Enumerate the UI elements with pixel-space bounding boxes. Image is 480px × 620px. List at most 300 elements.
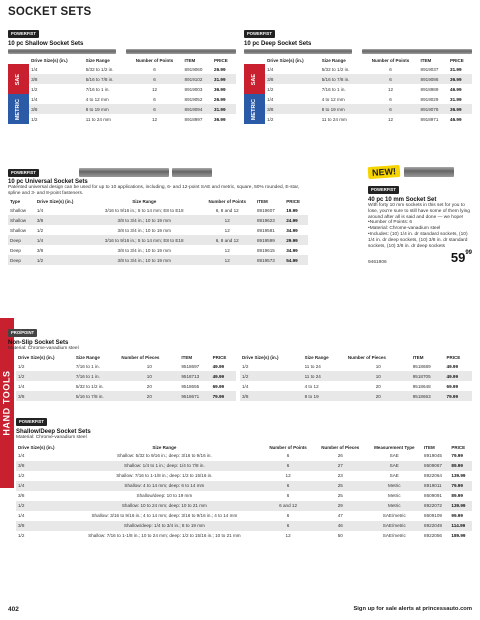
socket-rail-image <box>79 168 169 177</box>
table-cell: 3/8 to 3/4 in.; 10 to 19 mm <box>89 255 199 265</box>
table-cell: 5/32 to 1/2 in. <box>321 66 350 72</box>
table-cell: 10 <box>375 363 381 369</box>
col-header: ITEM <box>184 58 196 63</box>
table-row <box>8 205 308 215</box>
table-cell: 8919573 <box>255 255 284 265</box>
table-cell: 10 <box>146 363 152 369</box>
table-cell: 20 <box>375 383 381 389</box>
col-header: Number of Points <box>269 444 307 450</box>
col-header: Number of Pieces <box>121 355 160 360</box>
table-cell: 8919045 <box>424 453 442 459</box>
table-cell: 25 <box>337 493 343 499</box>
table-cell: 6 and 12 <box>262 501 314 511</box>
table-cell: 8919094 <box>183 104 213 114</box>
table-cell: 89.99 <box>451 493 463 499</box>
table-cell: 1/4 <box>36 207 44 213</box>
table-row <box>244 94 472 104</box>
powerfist-logo: POWERFIST <box>16 418 47 426</box>
powerfist-logo: POWERFIST <box>368 186 399 194</box>
table-cell: 1/2 <box>240 371 303 381</box>
table-row <box>8 245 308 255</box>
table-cell: Shallow <box>10 207 27 213</box>
table-cell: 9518671 <box>179 391 210 401</box>
table-cell: 9518689 <box>412 363 431 369</box>
table-cell: 3/8 to 3/4 in.; 10 to 19 mm <box>89 215 199 225</box>
table-cell: 1/2 <box>18 363 25 369</box>
table-cell: 8609091 <box>424 493 442 499</box>
table-cell: Shallow <box>10 227 27 233</box>
table-cell: 6 <box>153 66 156 72</box>
table-cell: 69.99 <box>446 383 459 389</box>
col-header: Size Range <box>85 58 110 63</box>
table-cell: 8918989 <box>420 86 439 92</box>
table-cell: 3/8 <box>16 521 67 531</box>
table-cell: Shallow: 4 to 14 mm; deep: 6 to 14 mm <box>67 481 263 491</box>
table-cell: 8919086 <box>419 74 449 84</box>
table-cell: SAE/metric <box>382 513 406 519</box>
table-cell: SAE <box>367 461 423 471</box>
table-cell: 12 <box>388 116 394 122</box>
col-header: Measurement Type <box>374 444 415 450</box>
col-header: Drive Size(s) (in.) <box>18 355 55 360</box>
table-cell: 7/16 to 1 in. <box>85 86 110 92</box>
table-cell: 1/4 <box>31 96 38 102</box>
table-cell: 1/4 <box>18 383 25 389</box>
table-cell: 49.99 <box>446 363 459 369</box>
table-cell: 31.99 <box>450 66 462 72</box>
side-tab-label: HAND TOOLS <box>2 370 12 436</box>
table-cell: 49.99 <box>212 363 225 369</box>
table-cell: Shallow: 3/16 to 9/16 in.; 4 to 14 mm; deep: 3/16 to 9/16 in.; 4 to 14 mm <box>91 513 238 519</box>
table-cell: 1/2 <box>242 363 249 369</box>
table-cell: 1/4 <box>18 513 25 519</box>
table-cell: 8919078 <box>419 104 449 114</box>
table-cell: 6 <box>262 461 314 471</box>
table-row <box>240 391 472 401</box>
col-header: Number of Points <box>208 199 246 205</box>
table-cell: 8609109 <box>424 513 442 519</box>
table-cell: 8922049 <box>422 521 449 531</box>
table-cell: 36.99 <box>448 74 472 84</box>
table-row <box>8 255 308 265</box>
section-heading: 10 pc Universal Socket Sets <box>8 179 88 185</box>
table-row <box>240 371 472 381</box>
bullet-text: Includes: (10) 1/4 in. dr standard sockets, (10) 1/4 in. dr deep sockets, (10) 3/8 in. dr standard sockets, (10) 3/8 in. dr deep sockets <box>368 231 468 249</box>
deep-table <box>244 57 472 124</box>
table-row <box>16 481 472 491</box>
table-cell: 6 <box>127 74 183 84</box>
table-cell: 7/16 to 1 in. <box>321 86 346 92</box>
table-cell: 8919029 <box>420 96 439 102</box>
col-header: PRICE <box>446 355 461 360</box>
table-cell: Metric <box>388 493 401 499</box>
table-cell: 54.99 <box>284 255 308 265</box>
table-cell: 89.99 <box>449 461 472 471</box>
table-cell: 34.99 <box>286 247 298 253</box>
table-cell: 6 <box>262 521 314 531</box>
table-row <box>16 451 472 461</box>
col-header: Type <box>10 199 21 205</box>
col-header: Drive Size(s) (in.) <box>242 355 279 360</box>
table-cell: 27 <box>314 461 367 471</box>
table-cell: 3/8 <box>18 493 25 499</box>
table-cell: SAE <box>389 473 399 479</box>
table-cell: 6 <box>389 96 392 102</box>
col-header: ITEM <box>256 199 268 205</box>
col-header: Size Range <box>321 58 346 63</box>
table-cell: 9518648 <box>412 383 431 389</box>
table-cell: 3/8 <box>35 215 89 225</box>
table-cell: 3/8 <box>16 391 74 401</box>
table-cell: 5/32 to 1/2 in. <box>75 383 104 389</box>
table-cell: 11 to 24 <box>304 363 321 369</box>
table-cell: 1/2 <box>267 86 274 92</box>
table-cell: 10 <box>119 371 179 381</box>
table-cell: 12 <box>285 473 291 479</box>
table-cell: 1/4 <box>242 383 249 389</box>
table-cell: 7/16 to 1 in. <box>75 363 100 369</box>
table-cell: 1/4 <box>267 96 274 102</box>
table-cell: 1/2 <box>35 255 89 265</box>
table-cell: Shallow: 10 to 24 mm; deep: 10 to 21 mm <box>67 501 263 511</box>
table-cell: 8 to 19 mm <box>320 104 363 114</box>
promo-price <box>451 250 472 265</box>
table-cell: 1/2 <box>267 116 274 122</box>
table-cell: 8919599 <box>255 235 284 245</box>
table-cell: 6 <box>363 104 419 114</box>
footer-ad: Sign up for sale alerts at princessauto.com <box>353 606 472 612</box>
table-cell: 8919037 <box>420 66 439 72</box>
table-cell: 5/16 to 7/8 in. <box>84 74 127 84</box>
table-cell: Shallow: 7/16 to 1-1/8 in.; deep: 1/2 to 15/16 in. <box>116 473 213 479</box>
table-cell: 3/16 to 9/16 in.; 5 to 14 mm; E8 to E18 <box>89 235 199 245</box>
table-cell: 24.99 <box>284 215 308 225</box>
table-row <box>244 84 472 94</box>
table-cell: Metric <box>367 481 423 491</box>
col-header: Drive Size(s) (in.) <box>31 58 68 63</box>
table-row <box>244 114 472 124</box>
table-cell: 6, 8 and 12 <box>215 207 239 213</box>
table-cell: 1/2 <box>36 227 44 233</box>
section-heading: 10 pc Deep Socket Sets <box>244 41 312 47</box>
table-cell: 9518663 <box>411 391 445 401</box>
col-header: ITEM <box>424 444 435 450</box>
table-cell: 3/8 <box>29 104 84 114</box>
table-cell: Shallow: 7/16 to 1-1/8 in.; 10 to 24 mm; deep: 1/2 to 15/16 in.; 10 to 21 mm <box>88 533 241 539</box>
table-cell: 46.99 <box>450 86 462 92</box>
table-cell: 19.99 <box>286 207 298 213</box>
universal-table <box>8 198 308 265</box>
table-cell: 10 <box>346 371 411 381</box>
section-heading: Shallow/Deep Socket Sets <box>16 429 91 435</box>
socket-set-image <box>404 167 454 177</box>
table-cell: 46.99 <box>450 116 462 122</box>
table-cell: 5/16 to 7/8 in. <box>74 391 119 401</box>
table-cell: 1/2 <box>31 86 38 92</box>
table-cell: 69.99 <box>212 383 225 389</box>
table-cell: 1/4 <box>31 66 38 72</box>
table-row <box>16 501 472 511</box>
page-footer <box>0 603 480 620</box>
table-cell: 6 <box>286 453 290 459</box>
nonslip-socket-sets <box>8 321 472 352</box>
table-cell: SAE/metric <box>382 533 406 539</box>
table-cell: 9518655 <box>181 383 200 389</box>
col-header: PRICE <box>286 199 300 205</box>
table-cell: 99.99 <box>451 513 463 519</box>
col-header: ITEM <box>412 355 424 360</box>
table-cell: 8919615 <box>256 247 275 253</box>
table-cell: 29 <box>314 501 367 511</box>
group-label: METRIC <box>14 98 21 120</box>
table-cell: 26.99 <box>214 66 226 72</box>
table-row <box>16 361 236 371</box>
table-row <box>8 74 236 84</box>
table-cell: 3/8 <box>265 74 320 84</box>
promo-intro: With forty 10 mm sockets in this set for you to lose, you're sure to still have some of them lying around after all is said and done — we hope! <box>368 203 470 220</box>
socket-rail-image <box>126 49 236 54</box>
table-cell: 8919060 <box>184 66 203 72</box>
table-cell: 29.99 <box>284 235 308 245</box>
table-row <box>16 391 236 401</box>
table-cell: SAE <box>389 453 399 459</box>
table-cell: 8919003 <box>184 86 203 92</box>
powerfist-logo: POWERFIST <box>8 169 39 177</box>
table-row <box>16 531 472 541</box>
table-row <box>8 114 236 124</box>
table-cell: 49.99 <box>211 371 236 381</box>
table-row <box>16 511 472 521</box>
bullet-icon: • <box>368 226 370 232</box>
table-cell: 8922056 <box>424 533 442 539</box>
table-cell: Shallow <box>8 215 35 225</box>
table-cell: 8919052 <box>184 96 203 102</box>
table-row <box>8 104 236 114</box>
table-cell: Shallow: 1/4 to 1 in.; deep: 1/4 to 7/8 in. <box>67 461 263 471</box>
table-cell: 79.99 <box>211 391 236 401</box>
table-cell: 8919102 <box>183 74 213 84</box>
table-row <box>8 235 308 245</box>
powerfist-logo: POWERFIST <box>8 30 39 38</box>
table-cell: 139.99 <box>451 473 466 479</box>
promo-item-number: 9461906 <box>368 260 387 266</box>
table-cell: 12 <box>388 86 394 92</box>
col-header: ITEM <box>420 58 432 63</box>
table-cell: 23 <box>337 473 343 479</box>
table-cell: 12 <box>224 227 230 233</box>
shallowdeep-socket-sets <box>16 410 472 541</box>
table-cell: 3/16 to 9/16 in.; 5 to 14 mm; E8 to E18 <box>104 207 184 213</box>
table-cell: 1/2 <box>18 473 25 479</box>
table-cell: 3/8 <box>16 461 67 471</box>
table-cell: 3/8 to 3/4 in.; 10 to 19 mm <box>117 247 171 253</box>
page-title: SOCKET SETS <box>8 6 92 18</box>
table-cell: Deep <box>10 247 21 253</box>
table-cell: 50 <box>337 533 343 539</box>
table-row <box>8 64 236 74</box>
table-cell: 5/32 to 1/2 in. <box>85 66 114 72</box>
socket-rail-image <box>362 49 472 54</box>
promo-heading: 40 pc 10 mm Socket Set <box>368 197 437 203</box>
promo-10mm-set <box>368 166 472 265</box>
col-header: Drive Size(s) (in.) <box>267 58 304 63</box>
table-cell: 12 <box>285 533 291 539</box>
table-cell: 8922072 <box>422 501 449 511</box>
table-cell: 4 to 12 mm <box>85 96 109 102</box>
table-cell: 1/4 <box>267 66 274 72</box>
powerfist-logo: POWERFIST <box>244 30 275 38</box>
table-row <box>240 361 472 371</box>
table-cell: 4 to 12 <box>304 383 319 389</box>
group-label: SAE <box>14 73 21 85</box>
table-cell: 6 <box>286 493 290 499</box>
new-badge: NEW! <box>368 165 401 179</box>
table-cell: 49.99 <box>445 371 472 381</box>
table-cell: Deep <box>8 255 35 265</box>
page-number: 402 <box>8 606 19 613</box>
nonslip-table-left <box>16 354 236 401</box>
section-heading: 10 pc Shallow Socket Sets <box>8 41 84 47</box>
sae-label <box>244 64 265 94</box>
sae-label <box>8 64 29 94</box>
table-row <box>16 371 236 381</box>
table-cell: 8919011 <box>422 481 449 491</box>
table-row <box>8 84 236 94</box>
table-cell: 8918997 <box>184 116 203 122</box>
table-cell: 6 <box>363 74 419 84</box>
table-cell: 1/2 <box>16 371 74 381</box>
table-cell: 34.99 <box>286 227 298 233</box>
col-header: PRICE <box>214 58 228 63</box>
table-cell: 11 to 24 mm <box>85 116 111 122</box>
table-cell: 31.99 <box>212 74 236 84</box>
table-row <box>16 521 472 531</box>
col-header: PRICE <box>212 355 227 360</box>
table-cell: 1/2 <box>31 116 38 122</box>
table-cell: 8919623 <box>255 215 284 225</box>
col-header: Size Range <box>152 444 177 450</box>
group-label: METRIC <box>250 98 257 120</box>
shallow-socket-sets <box>8 22 236 124</box>
col-header: ITEM <box>181 355 193 360</box>
section-material: Material: Chrome-vanadium steel <box>16 435 87 440</box>
bullet-text: Material: Chrome-vanadium steel <box>369 226 441 232</box>
table-cell: 114.99 <box>449 521 472 531</box>
table-cell: 26 <box>337 453 343 459</box>
nonslip-table-right <box>240 354 472 401</box>
table-cell: Shallow/deep: 10 to 19 mm <box>136 493 193 499</box>
bullet-text: Number of Points: 6 <box>369 220 413 226</box>
table-cell: 9518713 <box>179 371 210 381</box>
table-cell: Deep <box>8 235 35 245</box>
table-cell: 11 to 24 mm <box>321 116 347 122</box>
table-cell: 12 <box>199 255 254 265</box>
table-cell: 12 <box>224 247 230 253</box>
table-cell: 6 <box>286 513 290 519</box>
table-cell: 8 to 19 mm <box>84 104 127 114</box>
table-cell: 8919607 <box>256 207 275 213</box>
table-cell: 139.99 <box>449 501 472 511</box>
table-row <box>8 94 236 104</box>
propoint-logo: PRO/POINT <box>8 329 37 337</box>
table-cell: Shallow: 5/32 to 9/16 in.; deep: 3/16 to 9/16 in. <box>117 453 212 459</box>
col-header: Drive Size(s) (in.) <box>18 444 55 450</box>
table-cell: 8 to 19 <box>303 391 346 401</box>
universal-socket-sets <box>8 168 308 265</box>
table-cell: 12 <box>152 116 158 122</box>
table-cell: 4 to 12 mm <box>321 96 345 102</box>
table-cell: 3/8 <box>240 391 303 401</box>
table-cell: 25 <box>314 481 367 491</box>
table-row <box>16 381 236 391</box>
table-row <box>244 74 472 84</box>
table-cell: 26.99 <box>214 96 226 102</box>
col-header: Number of Points <box>371 58 410 63</box>
table-cell: 6, 8 and 12 <box>199 235 254 245</box>
col-header: Number of Points <box>135 58 174 63</box>
col-header: Size Range <box>75 355 100 360</box>
table-cell: 79.99 <box>449 481 472 491</box>
col-header: PRICE <box>451 444 466 450</box>
table-cell: 9518697 <box>181 363 200 369</box>
socket-rail-image <box>172 168 212 177</box>
table-cell: 3/8 <box>29 74 84 84</box>
deep-socket-sets <box>244 22 472 124</box>
table-cell: 20 <box>146 383 152 389</box>
table-cell: Shallow/deep: 1/4 to 3/4 in.; 8 to 19 mm <box>67 521 263 531</box>
table-cell: 47 <box>337 513 343 519</box>
universal-socket-image <box>79 168 212 177</box>
table-cell: 12 <box>199 215 254 225</box>
table-cell: 3/8 <box>36 247 44 253</box>
table-cell: 36.99 <box>214 116 226 122</box>
table-cell: 3/8 to 3/4 in.; 10 to 19 mm <box>117 227 171 233</box>
table-cell: 31.99 <box>450 96 462 102</box>
table-cell: 6 <box>127 104 183 114</box>
bullet-icon: • <box>368 220 370 226</box>
table-cell: 8922064 <box>424 473 442 479</box>
promo-bullets <box>368 220 472 249</box>
table-row <box>16 461 472 471</box>
socket-rail-image <box>8 49 116 54</box>
table-row <box>8 225 308 235</box>
table-row <box>244 104 472 114</box>
table-row <box>244 64 472 74</box>
col-header: Drive Size(s) (in.) <box>36 199 74 205</box>
metric-label <box>244 94 265 124</box>
table-cell: 5/16 to 7/8 in. <box>320 74 363 84</box>
table-cell: 1/4 <box>35 235 89 245</box>
table-cell: 8919581 <box>256 227 275 233</box>
table-row <box>16 471 472 481</box>
col-header: Number of Pieces <box>321 444 360 450</box>
table-cell: 6 <box>262 481 314 491</box>
table-row <box>8 215 308 225</box>
table-cell: 12 <box>152 86 158 92</box>
table-cell: 1/2 <box>16 501 67 511</box>
table-cell: 9518705 <box>411 371 445 381</box>
table-row <box>16 491 472 501</box>
shallow-table <box>8 57 236 124</box>
table-cell: SAE/metric <box>367 521 423 531</box>
col-header: PRICE <box>450 58 464 63</box>
socket-rail-image <box>244 49 352 54</box>
section-description: Patented universal design can be used for up to 10 applications, including, 6- and 12-point SAE and metric, square, 50% rounded, E-star, spline and 3- and 8-point fasteners. <box>8 185 300 196</box>
table-cell: 8609067 <box>422 461 449 471</box>
col-header: Size Range <box>304 355 329 360</box>
table-cell: 36.99 <box>448 104 472 114</box>
price-cents: 99 <box>465 250 472 257</box>
